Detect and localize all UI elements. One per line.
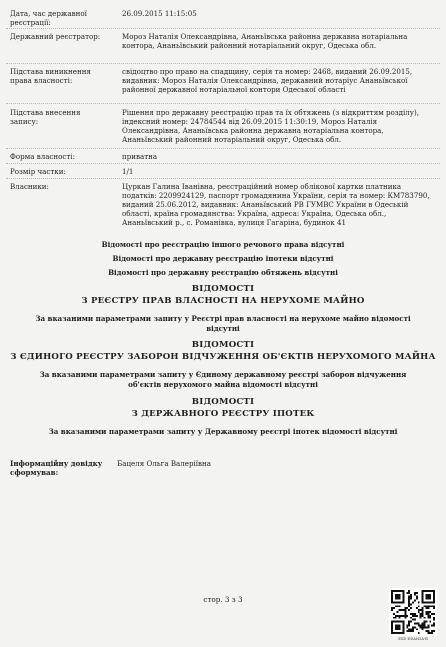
field-label: Підстава виникнення права власності: (10, 67, 91, 85)
separator (6, 63, 440, 64)
field-value: свідоцтво про право на спадщину, серія та номер: 2468, виданий 26.09.2015, видавник: Мороз Наталія Олександрівна, державний нотаріус Ананьївської районної державної нотаріальної контори Одеської області (122, 67, 413, 94)
qr-caption: EXD-DDAH3A-B (398, 637, 428, 641)
field-value: 1/1 (122, 167, 134, 176)
field-value: Мороз Наталія Олександрівна, Ананьївська районна державна нотаріальна контора, Ананьївський районний нотаріальний округ, Одеська обл. (122, 32, 408, 50)
field-label: Дата, час державної реєстрації: (10, 9, 87, 27)
signature-label: Інформаційну довідку сформував: (10, 459, 103, 477)
section-text: За вказаними параметрами запиту у Державному реєстрі іпотек відомості відсутні (48, 427, 398, 436)
section-title: ВІДОМОСТІ (191, 340, 255, 350)
field-label: Власники: (10, 182, 49, 191)
field-label: Розмір частки: (10, 167, 66, 176)
field-value: 26.09.2015 11:15:05 (122, 9, 197, 18)
notice-other-rights: Відомості про реєстрацію іншого речового права відсутні (101, 240, 345, 249)
separator (6, 178, 440, 179)
section-subtitle: З ДЕРЖАВНОГО РЕЄСТРУ ІПОТЕК (131, 409, 315, 419)
qr-code-icon (389, 588, 437, 636)
separator (6, 28, 440, 29)
section-text: За вказаними параметрами запиту у Реєстрі прав власності на нерухоме майно відомості (35, 314, 411, 323)
separator (6, 163, 440, 164)
field-value: Цуркан Галина Іванівна, реєстраційний номер облікової картки платника податків: 2209924129, паспорт громадянина України, серія та номер: КМ783790, виданий 25.06.2012, видавник: Ананьївський РВ ГУМВС України в Одеській області, країна громадянства: Україна, адреса: Україна, Одеська обл., Ананьївський р., с. Романівка, вулиця Гагаріна, будинок 41 (122, 182, 430, 227)
separator (6, 148, 440, 149)
signature-value: Бацеля Ольга Валеріївна (117, 459, 211, 468)
section-subtitle: З ЄДИНОГО РЕЄСТРУ ЗАБОРОН ВІДЧУЖЕННЯ ОБ'ЄКТІВ НЕРУХОМОГО МАЙНА (10, 352, 436, 362)
field-label: Форма власності: (10, 152, 75, 161)
field-label: Підстава внесення запису: (10, 108, 81, 126)
separator (6, 103, 440, 104)
section-title: ВІДОМОСТІ (191, 284, 255, 294)
section-text: об'єктів нерухомого майна відомості відсутні (128, 380, 318, 389)
section-subtitle: З РЕЄСТРУ ПРАВ ВЛАСНОСТІ НА НЕРУХОМЕ МАЙНО (81, 296, 365, 306)
section-title: ВІДОМОСТІ (191, 397, 255, 407)
field-value: приватна (122, 152, 158, 161)
page-number: стор. 3 з 3 (203, 595, 243, 604)
notice-encumbrances: Відомості про державну реєстрацію обтяжень відсутні (108, 268, 338, 277)
notice-mortgage: Відомості про державну реєстрацію іпотеки відсутні (112, 254, 334, 263)
section-text: відсутні (206, 324, 240, 333)
field-label: Державний реєстратор: (10, 32, 101, 41)
section-text: За вказаними параметрами запиту у Єдиному державному реєстрі заборон відчуження (39, 370, 407, 379)
field-value: Рішення про державну реєстрацію прав та їх обтяжень (з відкриттям розділу), індексний номер: 24784544 від 26.09.2015 11:30:19, Мороз Наталія Олександрівна, Ананьївська районна державна нотаріальна контора, Ананьївський районний нотаріальний округ, Одеська обл. (122, 108, 419, 144)
